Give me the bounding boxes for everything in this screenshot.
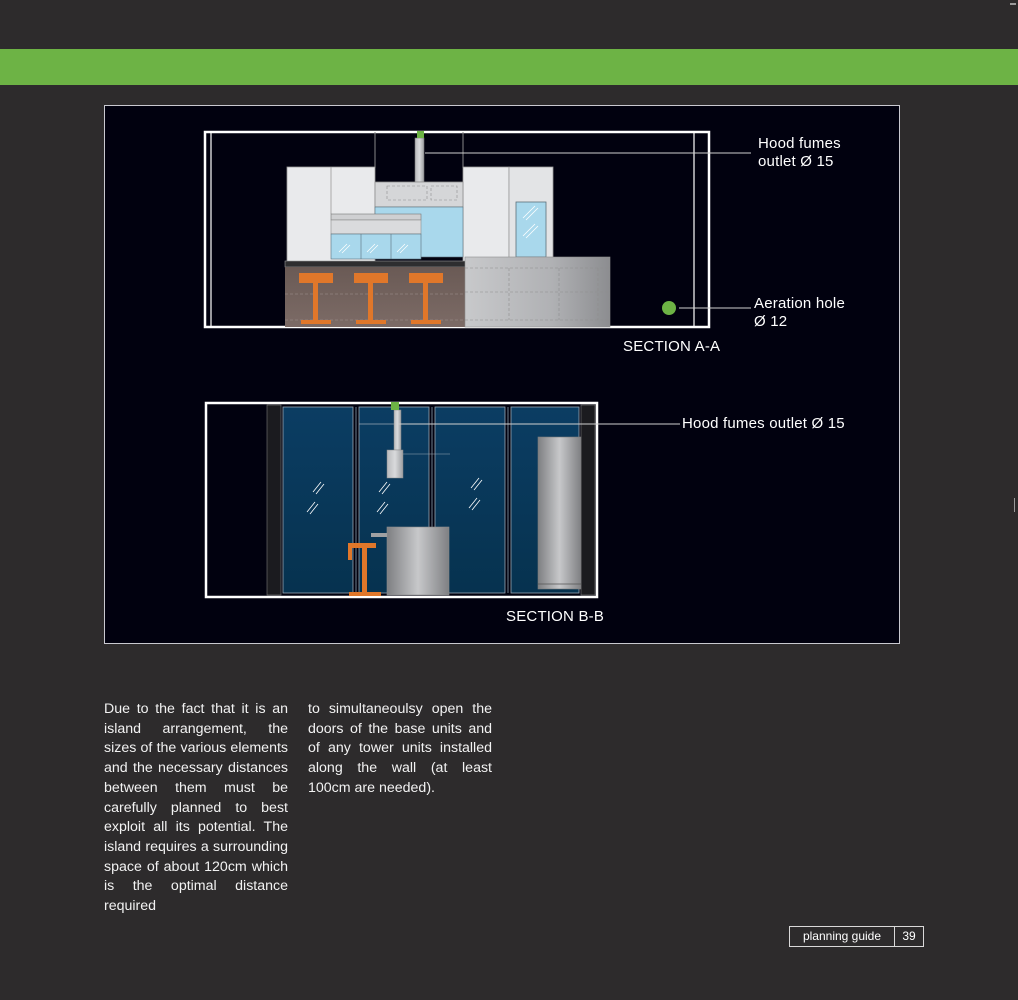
hood-body-b (387, 450, 403, 478)
hood-outlet-callout-a (758, 135, 841, 171)
cabinet-rail (331, 214, 421, 220)
hood-fumes-outlet-marker-b (391, 402, 399, 410)
island-countertop (285, 261, 468, 267)
hood-outlet-callout-b: Hood fumes outlet Ø 15 (682, 415, 845, 432)
aeration-hole-callout-line2: Ø 12 (754, 313, 788, 330)
header-band (0, 49, 1018, 85)
page-footer (789, 926, 924, 947)
glass-panel (283, 407, 353, 593)
section-drawings-svg (105, 106, 899, 643)
wall-unit-right (463, 167, 509, 263)
hood-outlet-callout-a-line1: Hood fumes (758, 135, 841, 152)
section-b-left-wall (267, 405, 281, 595)
section-drawings-figure (104, 105, 900, 644)
aeration-hole-marker (662, 301, 676, 315)
hood-fumes-outlet-marker (417, 131, 424, 138)
hood-outlet-callout-a-line2: outlet Ø 15 (758, 153, 834, 170)
section-a-drawing (205, 131, 751, 327)
footer-section-label: planning guide (790, 927, 895, 946)
hood-chimney-b (394, 410, 401, 450)
section-a-label: SECTION A-A (623, 338, 721, 355)
section-b-label: SECTION B-B (506, 608, 605, 625)
section-b-right-wall (581, 405, 595, 595)
crop-mark-right (1014, 498, 1018, 512)
aeration-hole-callout-line1: Aeration hole (754, 295, 845, 312)
aeration-hole-callout (754, 295, 845, 331)
crop-mark-top (1010, 3, 1016, 5)
section-b-drawing (206, 402, 680, 597)
hood-chimney (415, 138, 424, 182)
page-number: 39 (902, 929, 916, 943)
body-text-column-1: Due to the fact that it is an island arrangement, the sizes of the various elements and the necessary distances between them must be carefully planned to best exploit all its potential. The island requires a surrounding space of about 120cm which is the optimal distance required (104, 701, 288, 915)
tall-fridge-unit (538, 437, 581, 589)
island-overhang (371, 533, 387, 537)
body-text-column-2: to simultaneoulsy open the doors of the base units and of any tower units installed along the wall (at least 100cm are needed). (308, 701, 492, 796)
island-b (387, 527, 449, 595)
